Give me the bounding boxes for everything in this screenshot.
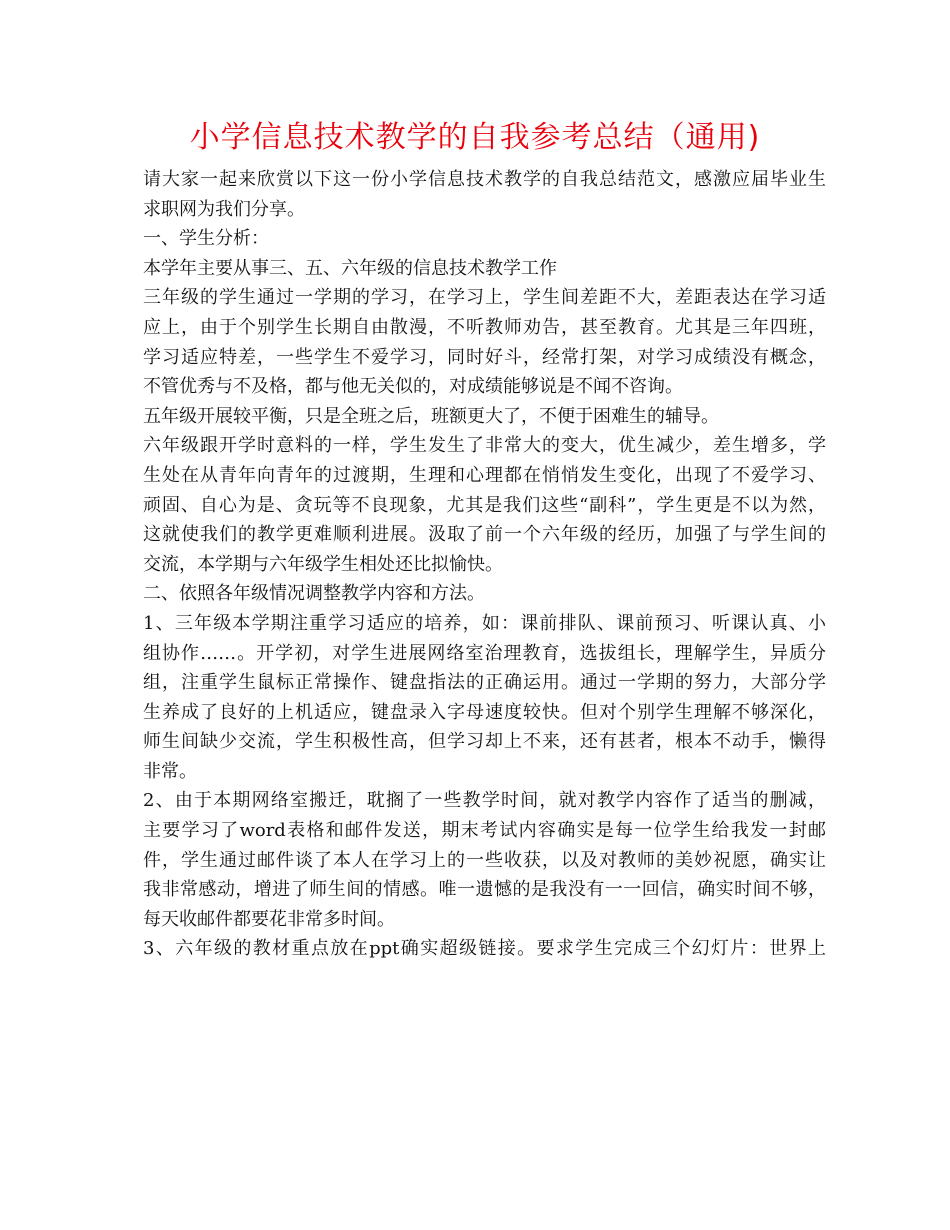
paragraph-line: 请大家一起来欣赏以下这一份小学信息技术教学的自我总结范文，感激应届毕业生: [143, 169, 826, 190]
paragraph-line: 我非常感动，增进了师生间的情感。唯一遗憾的是我没有一一回信，确实时间不够，: [143, 879, 826, 901]
paragraph-line: 生处在从青年向青年的过渡期，生理和心理都在悄悄发生变化，出现了不爱学习、: [143, 464, 826, 486]
paragraph-line: 交流，本学期与六年级学生相处还比拟愉快。: [143, 553, 503, 575]
paragraph-line: 非常。: [143, 760, 197, 782]
paragraph-line: 件，学生通过邮件谈了本人在学习上的一些收获，以及对教师的美妙祝愿，确实让: [143, 849, 826, 871]
paragraph-line: 三年级的学生通过一学期的学习，在学习上，学生间差距不大，差距表达在学习适: [143, 287, 826, 309]
document-title: 小学信息技术教学的自我参考总结（通用): [189, 120, 761, 155]
paragraph-line: 求职网为我们分享。: [143, 198, 305, 220]
paragraph-line: 2、由于本期网络室搬迁，耽搁了一些教学时间，就对教学内容作了适当的删减，: [143, 790, 826, 812]
paragraph-line: 1、三年级本学期注重学习适应的培养，如：课前排队、课前预习、听课认真、小: [143, 612, 826, 634]
paragraph-line: 应上，由于个别学生长期自由散漫，不听教师劝告，甚至教育。尤其是三年四班，: [143, 316, 826, 338]
paragraph-line: 生养成了良好的上机适应，键盘录入字母速度较快。但对个别学生理解不够深化，: [143, 701, 826, 723]
paragraph-line: 师生间缺少交流，学生积极性高，但学习却上不来，还有甚者，根本不动手，懒得: [143, 731, 826, 753]
paragraph-line: 二、依照各年级情况调整教学内容和方法。: [143, 583, 485, 605]
paragraph-line: 3、六年级的教材重点放在ppt确实超级链接。要求学生完成三个幻灯片：世界上: [143, 938, 826, 960]
document-body: [143, 165, 826, 964]
paragraph-line: 这就使我们的教学更难顺利进展。汲取了前一个六年级的经历，加强了与学生间的: [143, 524, 826, 546]
paragraph-line: 一、学生分析：: [143, 228, 269, 250]
paragraph-line: 顽固、自心为是、贪玩等不良现象，尤其是我们这些“副科”，学生更是不以为然，: [143, 494, 826, 516]
paragraph-line: 每天收邮件都要花非常多时间。: [143, 908, 395, 930]
paragraph-line: 六年级跟开学时意料的一样，学生发生了非常大的变大，优生减少，差生增多，学: [143, 435, 826, 457]
paragraph-line: 主要学习了word表格和邮件发送，期末考试内容确实是每一位学生给我发一封邮: [143, 820, 826, 842]
paragraph-line: 五年级开展较平衡，只是全班之后，班额更大了，不便于困难生的辅导。: [143, 405, 719, 427]
paragraph-line: 本学年主要从事三、五、六年级的信息技术教学工作: [143, 257, 557, 279]
paragraph-line: 组，注重学生鼠标正常操作、键盘指法的正确运用。通过一学期的努力，大部分学: [143, 672, 826, 694]
paragraph-line: 不管优秀与不及格，都与他无关似的，对成绩能够说是不闻不咨询。: [143, 376, 683, 398]
paragraph-line: 学习适应特差，一些学生不爱学习，同时好斗，经常打架，对学习成绩没有概念，: [143, 346, 826, 368]
paragraph-line: 组协作……。开学初，对学生进展网络室治理教育，选拔组长，理解学生，异质分: [143, 642, 826, 664]
